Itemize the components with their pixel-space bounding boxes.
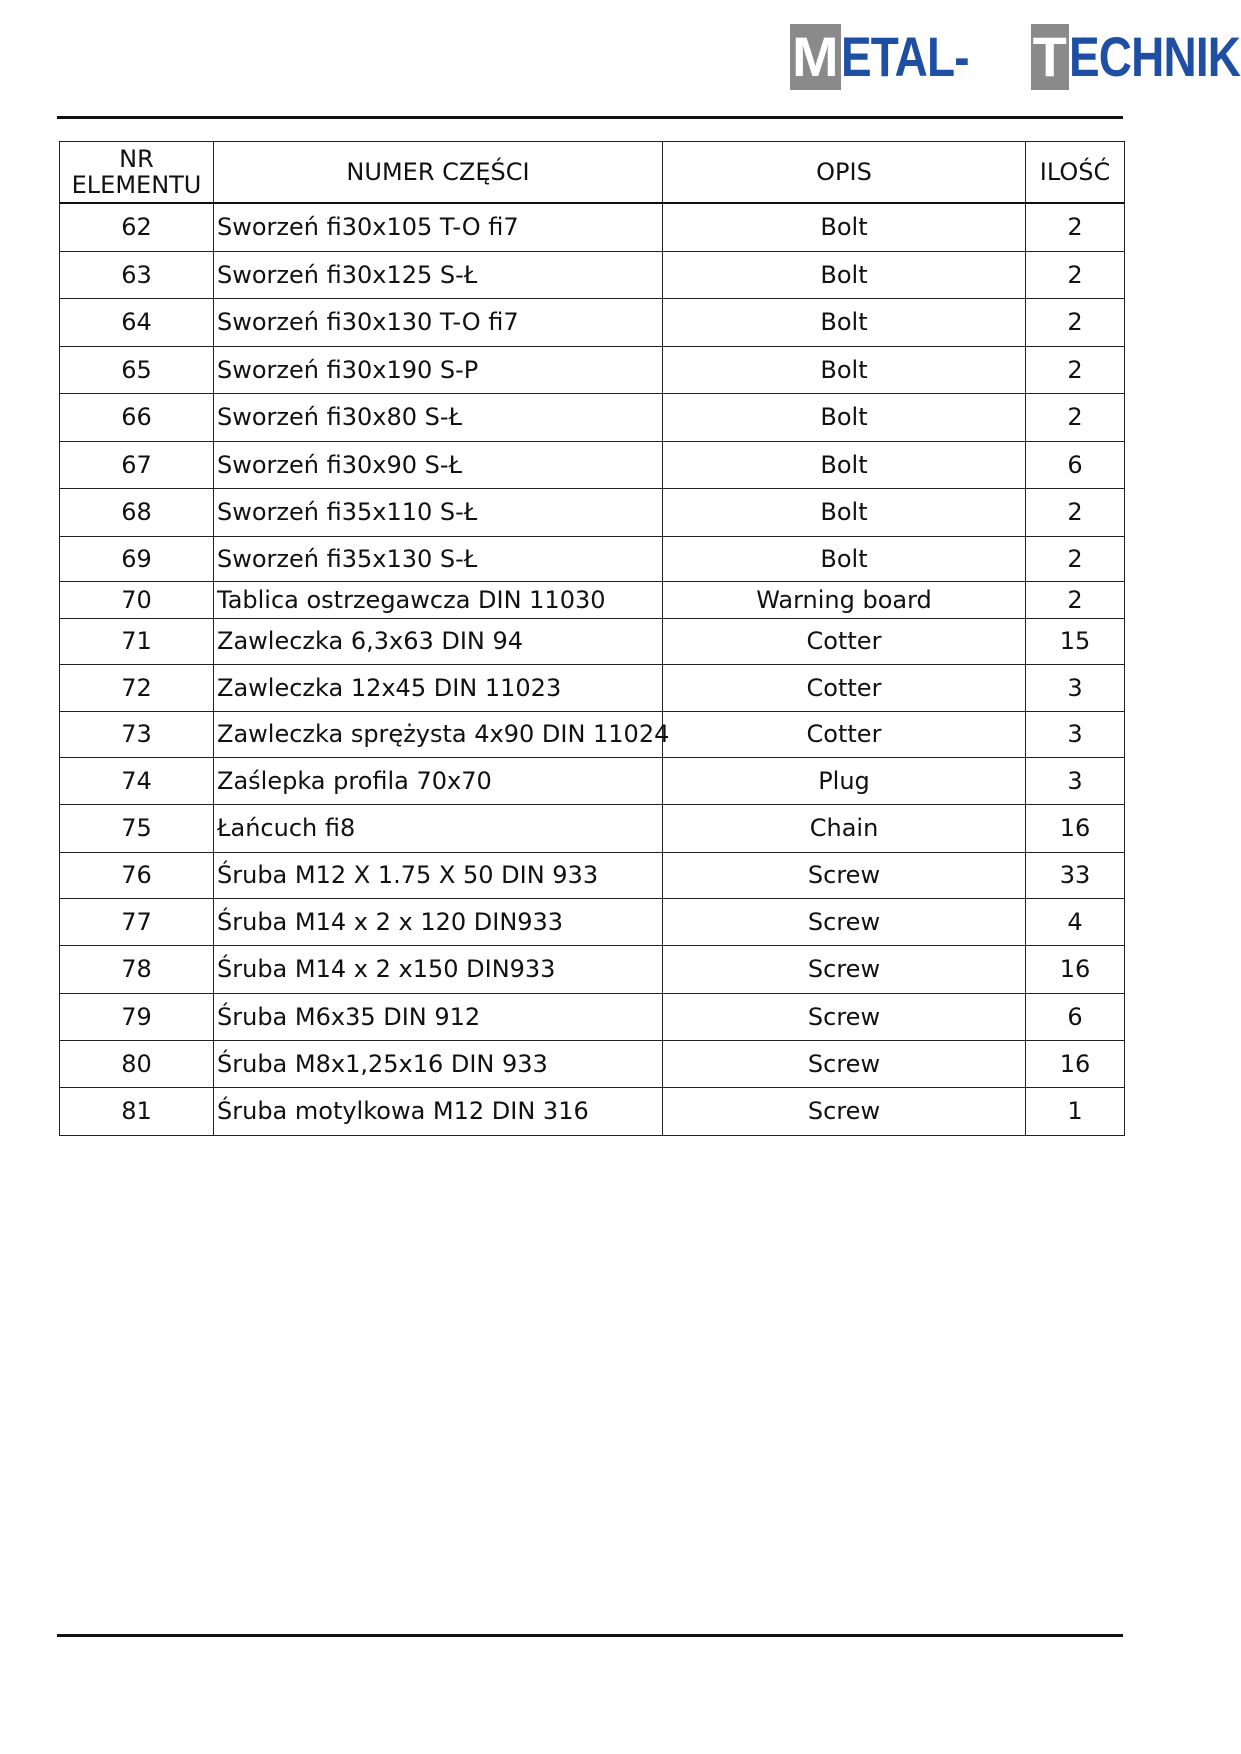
cell-description: Bolt bbox=[663, 203, 1026, 251]
cell-quantity: 3 bbox=[1026, 664, 1125, 711]
cell-description: Warning board bbox=[663, 581, 1026, 618]
table-row bbox=[60, 898, 1125, 945]
cell-quantity: 15 bbox=[1026, 618, 1125, 664]
header-divider bbox=[57, 116, 1123, 119]
cell-part-number: Zawleczka 6,3x63 DIN 94 bbox=[214, 618, 663, 664]
cell-description: Bolt bbox=[663, 441, 1026, 488]
cell-item-number: 79 bbox=[60, 993, 214, 1040]
table-row bbox=[60, 581, 1125, 618]
cell-quantity: 2 bbox=[1026, 536, 1125, 581]
cell-item-number: 73 bbox=[60, 711, 214, 757]
cell-part-number: Tablica ostrzegawcza DIN 11030 bbox=[214, 581, 663, 618]
table-row bbox=[60, 441, 1125, 488]
cell-description: Screw bbox=[663, 1087, 1026, 1135]
cell-description: Plug bbox=[663, 757, 1026, 804]
cell-item-number: 62 bbox=[60, 203, 214, 251]
cell-part-number: Sworzeń fi35x110 S-Ł bbox=[214, 488, 663, 536]
cell-quantity: 2 bbox=[1026, 488, 1125, 536]
cell-part-number: Śruba M8x1,25x16 DIN 933 bbox=[214, 1040, 663, 1087]
cell-description: Screw bbox=[663, 852, 1026, 898]
cell-item-number: 74 bbox=[60, 757, 214, 804]
table-body bbox=[60, 203, 1125, 1135]
cell-quantity: 2 bbox=[1026, 581, 1125, 618]
table-row bbox=[60, 852, 1125, 898]
cell-item-number: 65 bbox=[60, 346, 214, 393]
cell-description: Bolt bbox=[663, 488, 1026, 536]
cell-part-number: Sworzeń fi30x90 S-Ł bbox=[214, 441, 663, 488]
cell-part-number: Śruba M14 x 2 x150 DIN933 bbox=[214, 945, 663, 993]
cell-quantity: 33 bbox=[1026, 852, 1125, 898]
table-row bbox=[60, 346, 1125, 393]
cell-description: Screw bbox=[663, 1040, 1026, 1087]
cell-quantity: 4 bbox=[1026, 898, 1125, 945]
table-header-row bbox=[60, 142, 1125, 204]
cell-part-number: Sworzeń fi30x105 T-O fi7 bbox=[214, 203, 663, 251]
cell-description: Cotter bbox=[663, 711, 1026, 757]
table-row bbox=[60, 945, 1125, 993]
cell-part-number: Śruba motylkowa M12 DIN 316 bbox=[214, 1087, 663, 1135]
cell-description: Cotter bbox=[663, 618, 1026, 664]
cell-item-number: 64 bbox=[60, 298, 214, 346]
cell-item-number: 78 bbox=[60, 945, 214, 993]
cell-quantity: 3 bbox=[1026, 757, 1125, 804]
cell-quantity: 2 bbox=[1026, 346, 1125, 393]
cell-item-number: 77 bbox=[60, 898, 214, 945]
cell-description: Bolt bbox=[663, 393, 1026, 441]
cell-quantity: 6 bbox=[1026, 441, 1125, 488]
cell-part-number: Sworzeń fi30x190 S-P bbox=[214, 346, 663, 393]
cell-description: Bolt bbox=[663, 298, 1026, 346]
parts-table bbox=[59, 141, 1125, 1136]
cell-quantity: 2 bbox=[1026, 251, 1125, 298]
cell-part-number: Zaślepka profila 70x70 bbox=[214, 757, 663, 804]
table-row bbox=[60, 251, 1125, 298]
cell-item-number: 75 bbox=[60, 804, 214, 852]
cell-part-number: Sworzeń fi30x125 S-Ł bbox=[214, 251, 663, 298]
cell-quantity: 16 bbox=[1026, 804, 1125, 852]
table-row bbox=[60, 757, 1125, 804]
cell-part-number: Zawleczka sprężysta 4x90 DIN 11024 bbox=[214, 711, 663, 757]
column-header-description: OPIS bbox=[663, 142, 1026, 204]
cell-description: Screw bbox=[663, 945, 1026, 993]
cell-description: Bolt bbox=[663, 536, 1026, 581]
column-header-nr-line1: NR bbox=[119, 145, 154, 173]
table-row bbox=[60, 664, 1125, 711]
column-header-part-number: NUMER CZĘŚCI bbox=[214, 142, 663, 204]
cell-part-number: Śruba M6x35 DIN 912 bbox=[214, 993, 663, 1040]
cell-item-number: 68 bbox=[60, 488, 214, 536]
cell-quantity: 2 bbox=[1026, 203, 1125, 251]
cell-item-number: 76 bbox=[60, 852, 214, 898]
column-header-nr-line2: ELEMENTU bbox=[71, 171, 202, 199]
cell-part-number: Śruba M14 x 2 x 120 DIN933 bbox=[214, 898, 663, 945]
table-row bbox=[60, 298, 1125, 346]
company-logo bbox=[790, 24, 1239, 90]
column-header-quantity: ILOŚĆ bbox=[1026, 142, 1125, 204]
cell-description: Bolt bbox=[663, 346, 1026, 393]
cell-part-number: Zawleczka 12x45 DIN 11023 bbox=[214, 664, 663, 711]
table-row bbox=[60, 1087, 1125, 1135]
cell-item-number: 63 bbox=[60, 251, 214, 298]
column-header-nr bbox=[60, 142, 214, 204]
cell-description: Screw bbox=[663, 993, 1026, 1040]
cell-part-number: Sworzeń fi30x80 S-Ł bbox=[214, 393, 663, 441]
table-row bbox=[60, 488, 1125, 536]
cell-part-number: Śruba M12 X 1.75 X 50 DIN 933 bbox=[214, 852, 663, 898]
cell-quantity: 6 bbox=[1026, 993, 1125, 1040]
cell-item-number: 72 bbox=[60, 664, 214, 711]
table-row bbox=[60, 393, 1125, 441]
cell-item-number: 69 bbox=[60, 536, 214, 581]
cell-quantity: 3 bbox=[1026, 711, 1125, 757]
logo-letter-t: T bbox=[1032, 25, 1067, 88]
cell-description: Chain bbox=[663, 804, 1026, 852]
logo-text-etal: ETAL- bbox=[840, 25, 969, 88]
cell-description: Cotter bbox=[663, 664, 1026, 711]
cell-item-number: 80 bbox=[60, 1040, 214, 1087]
logo-letter-m: M bbox=[792, 25, 839, 88]
footer-divider bbox=[57, 1634, 1123, 1637]
cell-quantity: 16 bbox=[1026, 945, 1125, 993]
cell-part-number: Sworzeń fi30x130 T-O fi7 bbox=[214, 298, 663, 346]
table-row bbox=[60, 618, 1125, 664]
table-row bbox=[60, 1040, 1125, 1087]
cell-item-number: 67 bbox=[60, 441, 214, 488]
cell-quantity: 2 bbox=[1026, 393, 1125, 441]
table-row bbox=[60, 711, 1125, 757]
table-row bbox=[60, 203, 1125, 251]
cell-item-number: 81 bbox=[60, 1087, 214, 1135]
cell-quantity: 2 bbox=[1026, 298, 1125, 346]
cell-part-number: Sworzeń fi35x130 S-Ł bbox=[214, 536, 663, 581]
cell-part-number: Łańcuch fi8 bbox=[214, 804, 663, 852]
cell-description: Screw bbox=[663, 898, 1026, 945]
table-row bbox=[60, 804, 1125, 852]
cell-item-number: 70 bbox=[60, 581, 214, 618]
cell-quantity: 1 bbox=[1026, 1087, 1125, 1135]
cell-item-number: 66 bbox=[60, 393, 214, 441]
logo-text-echnik: ECHNIK bbox=[1068, 25, 1240, 88]
cell-quantity: 16 bbox=[1026, 1040, 1125, 1087]
table-row bbox=[60, 536, 1125, 581]
cell-item-number: 71 bbox=[60, 618, 214, 664]
cell-description: Bolt bbox=[663, 251, 1026, 298]
table-row bbox=[60, 993, 1125, 1040]
